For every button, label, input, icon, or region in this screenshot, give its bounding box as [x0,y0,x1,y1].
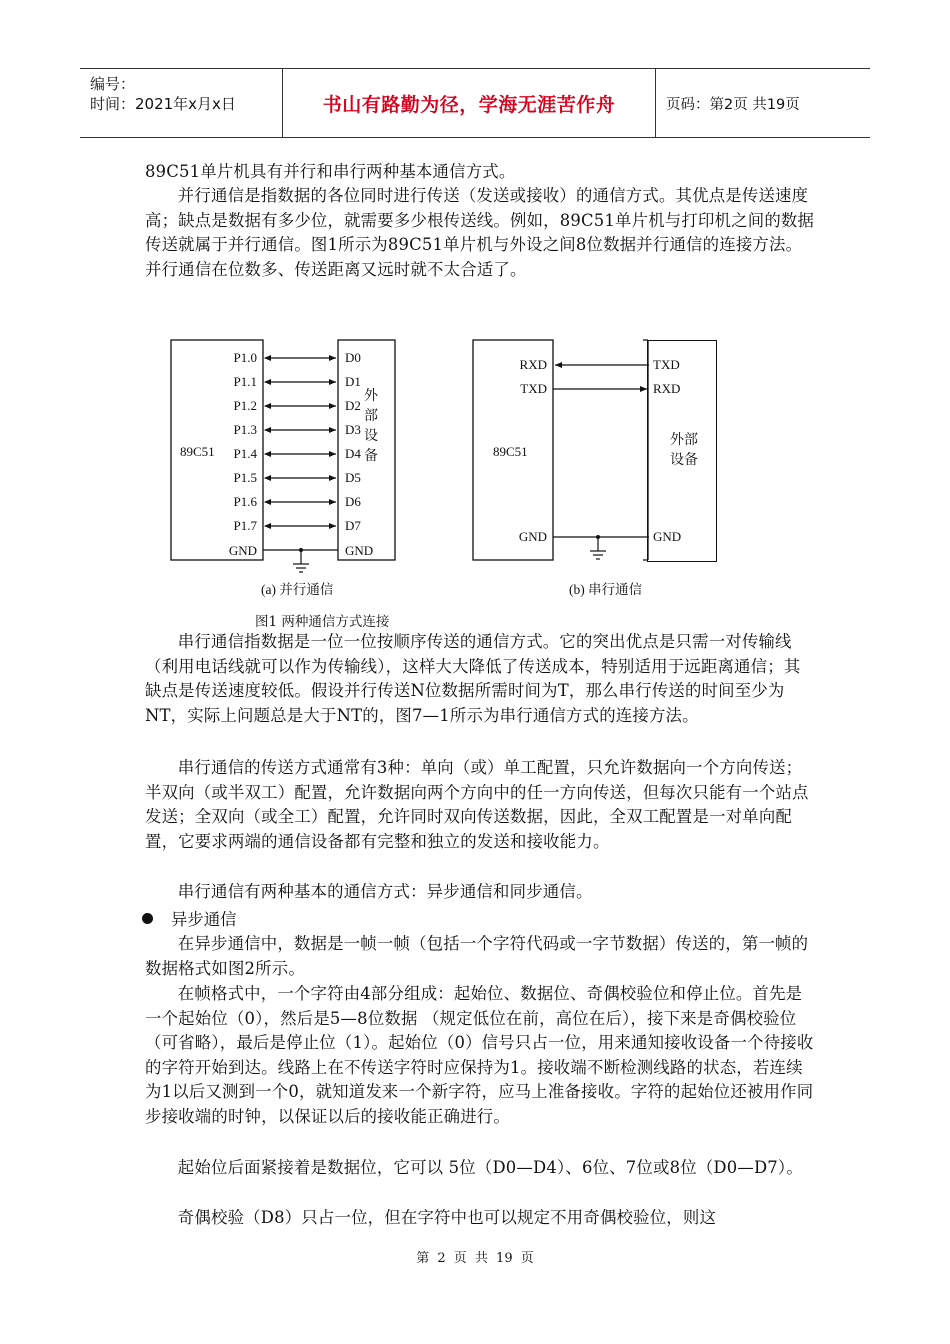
serial-device-label [670,430,698,470]
page-footer: 第 2 页 共 19 页 [416,1251,534,1266]
pin-label: P1.4 [233,446,257,461]
bullet-dot-icon [142,913,153,924]
pin-label: GND [518,529,547,544]
pin-label: TXD [520,381,547,396]
paragraph-1: 89C51单片机具有并行和串行两种基本通信方式。 [145,162,516,181]
label-parallel: (a) 并行通信 [261,582,334,597]
header-page-info: 页码：第2页 共19页 [666,96,800,113]
device-pin-label: D1 [345,374,361,389]
device-label-char: 部 [364,409,378,424]
label-serial: (b) 串行通信 [569,582,643,597]
device-pin-label: GND [653,529,682,544]
device-pin-label: GND [345,543,374,558]
figure-diagram [165,336,682,606]
pin-label: RXD [519,357,547,372]
device-pin-label: D5 [345,470,361,485]
device-pin-label: D6 [345,494,361,509]
figure-1 [165,336,682,606]
device-label-char: 设 [364,429,378,444]
pin-label: P1.1 [233,374,257,389]
device-pin-label: D0 [345,350,361,365]
serial-lines [553,365,649,559]
paragraph-8: 起始位后面紧接着是数据位，它可以 5位（D0—D4）、6位、7位或8位（D0—D7）。 [177,1158,803,1177]
pin-label: P1.3 [233,422,257,437]
paragraph-9: 奇偶校验（D8）只占一位，但在字符中也可以规定不用奇偶校验位，则这 [177,1208,717,1227]
device-label-char: 备 [364,449,378,464]
paragraph-6: 在异步通信中，数据是一帧一帧（包括一个字符代码或一字节数据）传送的，第一帧的数据格式如图2所示。 [145,934,809,978]
bullet-text: 异步通信 [171,910,237,929]
pin-label: P1.5 [233,470,257,485]
pin-label: P1.7 [233,518,257,533]
device-pin-label: D2 [345,398,361,413]
paragraph-4: 串行通信的传送方式通常有3种：单向（或）单工配置，只允许数据向一个方向传送；半双向（或半双工）配置，允许数据向两个方向中的任一方向传送，但每次只能有一个站点发送；全双向（或全工）配置，允许同时双向传送数据，因此，全双工配置是一对单向配置，它要求两端的通信设备都有完整和独立的发送和接收能力。 [145,758,809,851]
paragraph-5: 串行通信有两种基本的通信方式：异步通信和同步通信。 [177,882,593,901]
bullet-item [142,906,237,930]
paragraph-3: 串行通信指数据是一位一位按顺序传送的通信方式。它的突出优点是只需一对传输线（利用电话线就可以作为传输线），这样大大降低了传送成本，特别适用于远距离通信；其缺点是传送速度较低。假设并行传送N位数据所需时间为T，那么串行传送的时间至少为NT，实际上问题总是大于NT的，图7—1所示为串行通信方式的连接方法。 [145,632,801,725]
device-pin-label: D3 [345,422,361,437]
device-label-line: 外部 [670,432,698,448]
time-label: 时间：2021年x月x日 [90,95,236,113]
device-pin-label: RXD [653,381,681,396]
chip-label-left: 89C51 [180,444,215,459]
pin-label: P1.6 [233,494,257,509]
device-pin-label: TXD [653,357,680,372]
figure-caption: 图1 两种通信方式连接 [255,614,390,630]
device-label-char: 外 [364,389,378,404]
paragraph-2: 并行通信是指数据的各位同时进行传送（发送或接收）的通信方式。其优点是传送速度高；缺点是数据有多少位，就需要多少根传送线。例如，89C51单片机与打印机之间的数据传送就属于并行通信。图1所示为89C51单片机与外设之间8位数据并行通信的连接方法。并行通信在位数多、传送距离又远时就不太合适了。 [145,186,815,279]
device-label-line: 设备 [670,452,698,468]
header-meta [80,69,283,137]
chip-label-right: 89C51 [493,444,528,459]
pin-label: P1.2 [233,398,257,413]
page-header [80,68,870,138]
parallel-data-lines [263,358,338,572]
code-label: 编号： [90,75,136,93]
pin-label: GND [228,543,257,558]
header-motto: 书山有路勤为径，学海无涯苦作舟 [283,69,656,137]
device-pin-label: D4 [345,446,361,461]
paragraph-7: 在帧格式中，一个字符由4部分组成：起始位、数据位、奇偶校验位和停止位。首先是一个起始位（0），然后是5—8位数据 （规定低位在前，高位在后），接下来是奇偶校验位（可省略），最后是停止位（1）。起始位（0）信号只占一位，用来通知接收设备一个待接收的字符开始到达。线路上在不传送字符时应保持为1。接收端不断检测线路的状态，若连续为1以后又测到一个0，就知道发来一个新字符，应马上准备接收。字符的起始位还被用作同步接收端的时钟，以保证以后的接收能正确进行。 [145,984,814,1126]
pin-label: P1.0 [233,350,257,365]
device-pin-label: D7 [345,518,361,533]
